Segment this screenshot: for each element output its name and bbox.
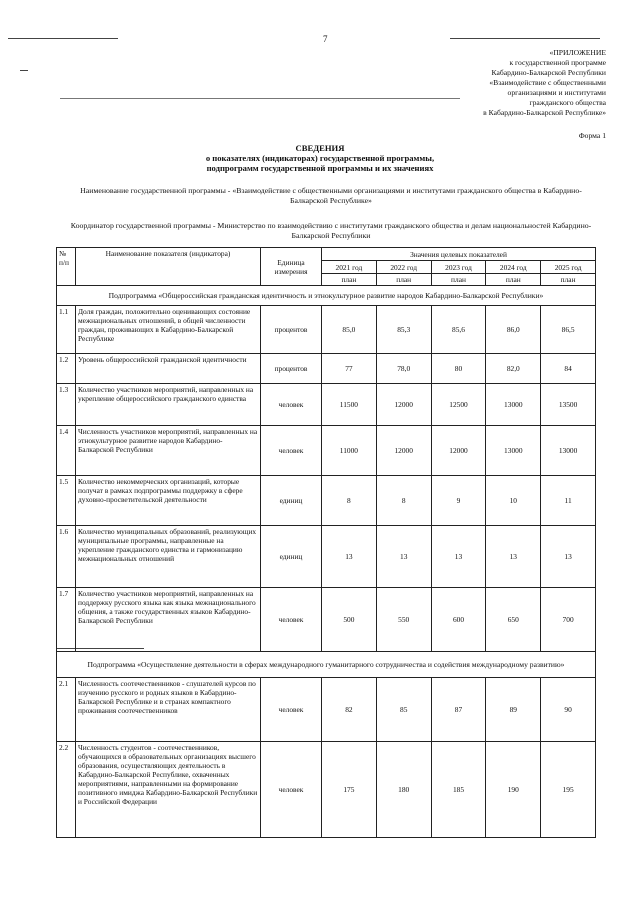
row-value: 13500 (541, 384, 596, 426)
row-name: Количество некоммерческих организаций, которые получат в рамках подпрограммы поддержку в сфере духовно-просветительской деятельности (76, 476, 261, 526)
document-title (0, 143, 640, 173)
indicators-table (56, 247, 596, 838)
row-value: 10 (486, 476, 541, 526)
scan-artifact-line (60, 98, 460, 99)
row-name: Уровень общероссийской гражданской идентичности (76, 354, 261, 384)
row-unit: человек (261, 384, 322, 426)
header-plan: план (376, 274, 431, 286)
row-value: 13 (322, 526, 377, 588)
header-unit: Единица измерения (261, 248, 322, 286)
row-value: 86,5 (541, 306, 596, 354)
row-value: 550 (376, 588, 431, 652)
row-value: 85,3 (376, 306, 431, 354)
row-value: 185 (431, 742, 486, 838)
row-value: 8 (322, 476, 377, 526)
subprogram-title: Подпрограмма «Осуществление деятельности в сферах международного гуманитарного сотрудничества и содействия международному развитию» (57, 652, 596, 678)
appendix-line: к государственной программе (509, 58, 606, 67)
table-row (57, 476, 596, 526)
title-line: СВЕДЕНИЯ (295, 143, 345, 153)
header-plan: план (541, 274, 596, 286)
subprogram-title: Подпрограмма «Общероссийская гражданская идентичность и этнокультурное развитие народов Кабардино-Балкарской Республики» (57, 286, 596, 306)
appendix-line: «ПРИЛОЖЕНИЕ (549, 48, 606, 57)
row-value: 78,0 (376, 354, 431, 384)
row-value: 175 (322, 742, 377, 838)
row-value: 82 (322, 678, 377, 742)
table-row (57, 426, 596, 476)
scan-artifact-line (450, 38, 600, 39)
row-name: Численность студентов - соотечественников, обучающихся в образовательных организациях высшего образования, осуществляющих деятельность в Кабардино-Балкарской Республике, охваченных мероприятиями, направленными на формирование позитивного имиджа Кабардино-Балкарской Республики и Российской Федерации (76, 742, 261, 838)
header-year: 2023 год (431, 261, 486, 274)
header-name: Наименование показателя (индикатора) (76, 248, 261, 286)
table-row (57, 588, 596, 652)
row-name: Численность соотечественников - слушателей курсов по изучению русского и родных языков в Кабардино-Балкарской Республике и в странах компактного проживания соотечественников (76, 678, 261, 742)
form-label: Форма 1 (578, 131, 606, 140)
row-value: 80 (431, 354, 486, 384)
row-value: 85,0 (322, 306, 377, 354)
table-row (57, 306, 596, 354)
row-num: 1.7 (57, 588, 76, 652)
row-value: 77 (322, 354, 377, 384)
row-value: 600 (431, 588, 486, 652)
scan-artifact-line (8, 38, 118, 39)
scan-artifact-line (20, 70, 28, 71)
appendix-line: гражданского общества (529, 98, 606, 107)
row-value: 700 (541, 588, 596, 652)
row-value: 13 (541, 526, 596, 588)
appendix-line: Кабардино-Балкарской Республики (491, 68, 606, 77)
row-unit: человек (261, 678, 322, 742)
appendix-line: в Кабардино-Балкарской Республике» (483, 108, 606, 117)
row-unit: единиц (261, 526, 322, 588)
row-value: 8 (376, 476, 431, 526)
row-num: 1.2 (57, 354, 76, 384)
table-row (57, 678, 596, 742)
row-value: 180 (376, 742, 431, 838)
appendix-line: организациями и институтами (507, 88, 606, 97)
row-value: 87 (431, 678, 486, 742)
row-value: 84 (541, 354, 596, 384)
row-value: 11500 (322, 384, 377, 426)
header-year: 2024 год (486, 261, 541, 274)
row-unit: человек (261, 588, 322, 652)
row-value: 89 (486, 678, 541, 742)
row-name: Количество участников мероприятий, направленных на поддержку русского языка как языка межнационального общения, а также государственных языков Кабардино-Балкарской Республики (76, 588, 261, 652)
row-value: 9 (431, 476, 486, 526)
appendix-line: «Взаимодействие с общественными (489, 78, 606, 87)
row-value: 13000 (486, 426, 541, 476)
row-value: 190 (486, 742, 541, 838)
header-plan: план (322, 274, 377, 286)
row-value: 13 (376, 526, 431, 588)
header-year: 2022 год (376, 261, 431, 274)
row-name: Численность участников мероприятий, направленных на этнокультурное развитие народов Кабардино-Балкарской Республики (76, 426, 261, 476)
row-unit: процентов (261, 306, 322, 354)
row-value: 500 (322, 588, 377, 652)
row-unit: человек (261, 426, 322, 476)
row-value: 12000 (376, 426, 431, 476)
row-value: 85,6 (431, 306, 486, 354)
table-header-row (57, 248, 596, 261)
title-line: подпрограмм государственной программы и их значениях (206, 163, 434, 173)
title-line: о показателях (индикаторах) государственной программы, (205, 153, 435, 163)
table-row (57, 384, 596, 426)
row-name: Количество участников мероприятий, направленных на укрепление общероссийского гражданского единства (76, 384, 261, 426)
row-num: 1.3 (57, 384, 76, 426)
program-coordinator: Координатор государственной программы - Министерство по взаимодействию с институтами гражданского общества и делам национальностей Кабардино-Балкарской Республики (70, 221, 592, 240)
table-row (57, 354, 596, 384)
row-value: 650 (486, 588, 541, 652)
row-num: 1.1 (57, 306, 76, 354)
row-num: 2.2 (57, 742, 76, 838)
row-value: 12000 (376, 384, 431, 426)
row-unit: единиц (261, 476, 322, 526)
row-num: 1.5 (57, 476, 76, 526)
row-num: 1.4 (57, 426, 76, 476)
row-value: 195 (541, 742, 596, 838)
page-number: 7 (323, 34, 328, 44)
row-value: 85 (376, 678, 431, 742)
row-value: 11 (541, 476, 596, 526)
row-value: 11000 (322, 426, 377, 476)
header-num: № п/п (57, 248, 76, 286)
row-num: 2.1 (57, 678, 76, 742)
row-value: 12000 (431, 426, 486, 476)
row-value: 13000 (486, 384, 541, 426)
row-unit: процентов (261, 354, 322, 384)
table-row (57, 526, 596, 588)
subprogram-row (57, 286, 596, 306)
row-value: 82,0 (486, 354, 541, 384)
row-value: 90 (541, 678, 596, 742)
row-unit: человек (261, 742, 322, 838)
row-name: Количество муниципальных образований, реализующих муниципальные программы, направленные на укрепление гражданского единства и гармонизацию межнациональных отношений (76, 526, 261, 588)
row-value: 86,0 (486, 306, 541, 354)
row-value: 12500 (431, 384, 486, 426)
row-value: 13000 (541, 426, 596, 476)
row-num: 1.6 (57, 526, 76, 588)
row-value: 13 (431, 526, 486, 588)
header-values-group: Значения целевых показателей (322, 248, 596, 261)
table-row (57, 742, 596, 838)
row-name: Доля граждан, положительно оценивающих состояние межнациональных отношений, в общей численности граждан, проживающих в Кабардино-Балкарской Республике (76, 306, 261, 354)
header-year: 2025 год (541, 261, 596, 274)
appendix-block (406, 48, 606, 118)
program-name: Наименование государственной программы - «Взаимодействие с общественными организациями и институтами гражданского общества в Кабардино-Балкарской Республике» (80, 186, 582, 205)
subprogram-row (57, 652, 596, 678)
header-plan: план (486, 274, 541, 286)
row-value: 13 (486, 526, 541, 588)
header-plan: план (431, 274, 486, 286)
header-year: 2021 год (322, 261, 377, 274)
